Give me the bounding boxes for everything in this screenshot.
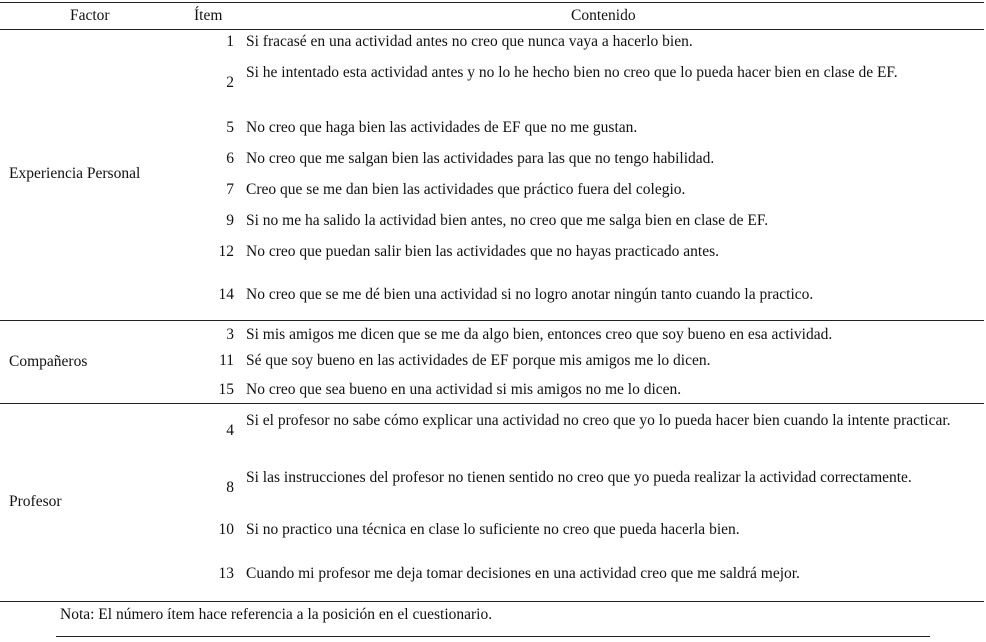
item-number: 4 (226, 422, 234, 439)
header-content: Contenido (571, 7, 636, 24)
item-number: 14 (218, 286, 234, 303)
item-text: Si fracasé en una actividad antes no creo que nunca vaya a hacerlo bien. (246, 33, 693, 50)
item-text: Creo que se me dan bien las actividades que práctico fuera del colegio. (246, 181, 686, 198)
item-text: No creo que puedan salir bien las actividades que no hayas practicado antes. (246, 243, 719, 260)
item-number: 15 (218, 381, 234, 398)
factor-label: Profesor (9, 493, 62, 510)
item-number: 11 (219, 352, 234, 369)
item-number: 9 (226, 212, 234, 229)
note-rule (56, 636, 930, 637)
item-text: Si el profesor no sabe cómo explicar una actividad no creo que yo lo pueda hacer bien cuando la intente practicar. (246, 412, 951, 429)
item-text: Si no me ha salido la actividad bien antes, no creo que me salga bien en clase de EF. (246, 212, 769, 229)
item-text: Si no practico una técnica en clase lo suficiente no creo que pueda hacerla bien. (246, 521, 740, 538)
table-note: Nota: El número ítem hace referencia a la posición en el cuestionario. (60, 606, 493, 623)
item-number: 12 (218, 243, 234, 260)
item-text: No creo que me salgan bien las actividades para las que no tengo habilidad. (246, 150, 715, 167)
item-text: Si mis amigos me dicen que se me da algo bien, entonces creo que soy bueno en esa actividad. (246, 326, 833, 343)
header-rule (0, 29, 984, 30)
item-number: 10 (218, 521, 234, 538)
item-number: 3 (226, 326, 234, 343)
item-text: Sé que soy bueno en las actividades de EF porque mis amigos me lo dicen. (246, 352, 711, 369)
group-divider-1 (0, 320, 984, 321)
item-number: 13 (218, 565, 234, 582)
item-text: No creo que haga bien las actividades de EF que no me gustan. (246, 119, 638, 136)
item-number: 5 (226, 119, 234, 136)
header-factor: Factor (70, 7, 110, 24)
item-text: No creo que sea bueno en una actividad si mis amigos no me lo dicen. (246, 381, 682, 398)
table-bottom-rule (0, 601, 984, 602)
header-item: Ítem (194, 7, 223, 24)
item-text: No creo que se me dé bien una actividad si no logro anotar ningún tanto cuando la practico. (246, 286, 814, 303)
item-text: Si he intentado esta actividad antes y no lo he hecho bien no creo que lo pueda hacer bien en clase de EF. (246, 64, 898, 81)
item-number: 1 (226, 33, 234, 50)
item-number: 6 (226, 150, 234, 167)
item-text: Si las instrucciones del profesor no tienen sentido no creo que yo pueda realizar la actividad correctamente. (246, 469, 912, 486)
factor-label: Compañeros (9, 353, 88, 370)
item-number: 2 (226, 74, 234, 91)
item-number: 7 (226, 181, 234, 198)
factor-label: Experiencia Personal (9, 165, 141, 182)
group-divider-2 (0, 403, 984, 404)
item-number: 8 (226, 479, 234, 496)
table-top-rule (0, 2, 984, 3)
item-text: Cuando mi profesor me deja tomar decisiones en una actividad creo que me saldrá mejor. (246, 565, 800, 582)
